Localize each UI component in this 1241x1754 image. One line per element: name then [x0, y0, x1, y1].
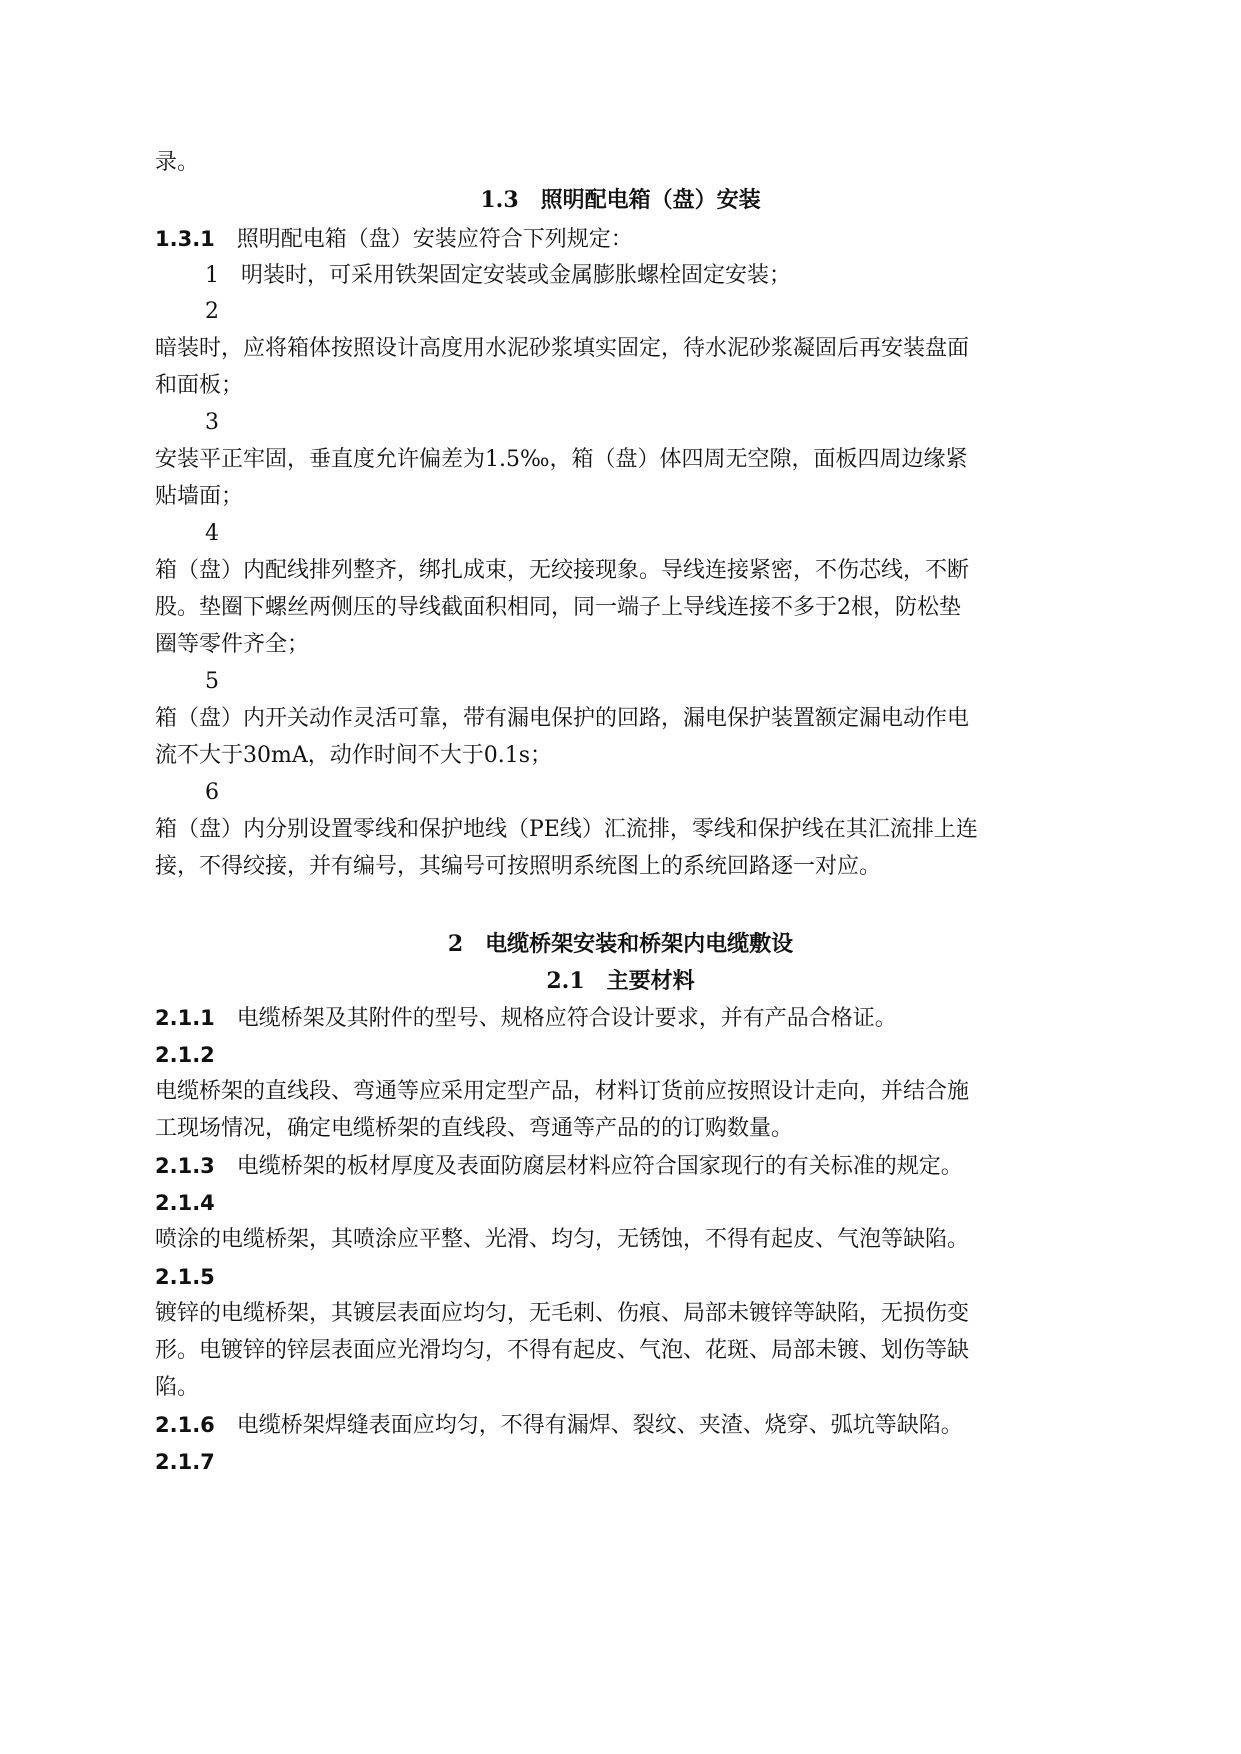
clause-number: 2.1.6	[155, 1413, 215, 1437]
item-text: 箱（盘）内配线排列整齐，绑扎成束，无绞接现象。导线连接紧密，不伤芯线，不断	[155, 558, 970, 583]
text-line	[155, 1225, 1095, 1255]
item-number: 1	[205, 263, 219, 288]
item-text: 箱（盘）内开关动作灵活可靠，带有漏电保护的回路，漏电保护装置额定漏电动作电	[155, 706, 970, 731]
clause-text: 照明配电箱（盘）安装应符合下列规定：	[236, 227, 633, 252]
clause-text: 陷。	[155, 1375, 200, 1400]
clause-number: 2.1.1	[155, 1006, 215, 1030]
clause-text: 电缆桥架焊缝表面应均匀，不得有漏焊、裂纹、夹渣、烧穿、弧坑等缺陷。	[236, 1413, 963, 1438]
clause-2-1-7	[155, 1447, 1095, 1478]
clause-text: 电缆桥架的板材厚度及表面防腐层材料应符合国家现行的有关标准的规定。	[236, 1154, 963, 1179]
clause-2-1-1	[155, 1003, 1095, 1034]
list-item-number	[205, 297, 1145, 327]
item-text: 明装时，可采用铁架固定安装或金属膨胀螺栓固定安装；	[241, 263, 792, 288]
clause-text: 镀锌的电缆桥架，其镀层表面应均匀，无毛刺、伤痕、局部未镀锌等缺陷，无损伤变	[155, 1301, 970, 1326]
text-line	[155, 630, 1095, 660]
text-line	[155, 1077, 1095, 1107]
text-line	[155, 815, 1095, 845]
item-text: 股。垫圈下螺丝两侧压的导线截面积相同，同一端子上导线连接不多于2根，防松垫	[155, 595, 961, 620]
clause-2-1-2	[155, 1040, 1095, 1071]
list-item-number	[205, 778, 1145, 808]
item-text: 安装平正牢固，垂直度允许偏差为1.5‰，箱（盘）体四周无空隙，面板四周边缘紧	[155, 447, 968, 472]
clause-number: 2.1.2	[155, 1043, 215, 1067]
item-number: 3	[205, 410, 219, 435]
clause-2-1-5	[155, 1262, 1095, 1293]
text-line	[155, 445, 1095, 475]
section-heading-2-1	[0, 966, 1241, 996]
line-text: 录。	[155, 150, 200, 175]
item-text: 接，不得绞接，并有编号，其编号可按照明系统图上的系统回路逐一对应。	[155, 854, 882, 879]
list-item-number	[205, 408, 1145, 438]
clause-text: 工现场情况，确定电缆桥架的直线段、弯通等产品的的订购数量。	[155, 1116, 794, 1141]
chapter-heading-2	[0, 929, 1241, 959]
item-text: 箱（盘）内分别设置零线和保护地线（PE线）汇流排，零线和保护线在其汇流排上连	[155, 817, 978, 842]
item-text: 流不大于30mA，动作时间不大于0.1s；	[155, 743, 553, 768]
item-text: 暗装时，应将箱体按照设计高度用水泥砂浆填实固定，待水泥砂浆凝固后再安装盘面	[155, 336, 970, 361]
text-line	[155, 852, 1095, 882]
text-line	[155, 556, 1095, 586]
text-line	[155, 704, 1095, 734]
text-line	[155, 334, 1095, 364]
clause-number: 1.3.1	[155, 227, 215, 251]
clause-number: 2.1.4	[155, 1191, 215, 1215]
heading-text: 1.3 照明配电箱（盘）安装	[480, 187, 761, 213]
clause-2-1-4	[155, 1188, 1095, 1219]
text-line	[155, 1114, 1095, 1144]
clause-text: 电缆桥架及其附件的型号、规格应符合设计要求，并有产品合格证。	[236, 1006, 897, 1031]
text-line	[155, 371, 1095, 401]
text-line	[155, 741, 1095, 771]
item-text: 贴墙面；	[155, 484, 244, 509]
item-text: 圈等零件齐全；	[155, 632, 310, 657]
item-number: 2	[205, 299, 219, 324]
text-line	[155, 482, 1095, 512]
text-line	[155, 1373, 1095, 1403]
item-number: 5	[205, 669, 219, 694]
clause-number: 2.1.5	[155, 1265, 215, 1289]
clause-number: 2.1.3	[155, 1154, 215, 1178]
clause-1-3-1	[155, 224, 1095, 255]
item-text: 和面板；	[155, 373, 244, 398]
clause-text: 形。电镀锌的锌层表面应光滑均匀，不得有起皮、气泡、花斑、局部未镀、划伤等缺	[155, 1338, 970, 1363]
item-number: 4	[205, 521, 219, 546]
list-item-number	[205, 667, 1145, 697]
clause-2-1-6	[155, 1410, 1095, 1441]
list-item-number	[205, 519, 1145, 549]
clause-text: 喷涂的电缆桥架，其喷涂应平整、光滑、均匀，无锈蚀，不得有起皮、气泡等缺陷。	[155, 1227, 970, 1252]
heading-text: 2.1 主要材料	[546, 968, 695, 994]
heading-text: 2 电缆桥架安装和桥架内电缆敷设	[447, 931, 794, 957]
section-heading-1-3	[0, 185, 1241, 215]
text-line	[155, 1299, 1095, 1329]
clause-2-1-3	[155, 1151, 1095, 1182]
text-line	[155, 593, 1095, 623]
clause-text: 电缆桥架的直线段、弯通等应采用定型产品，材料订货前应按照设计走向，并结合施	[155, 1079, 970, 1104]
item-number: 6	[205, 780, 219, 805]
text-line	[155, 148, 1095, 178]
list-item-1	[205, 261, 1145, 291]
clause-number: 2.1.7	[155, 1450, 215, 1474]
text-line	[155, 1336, 1095, 1366]
